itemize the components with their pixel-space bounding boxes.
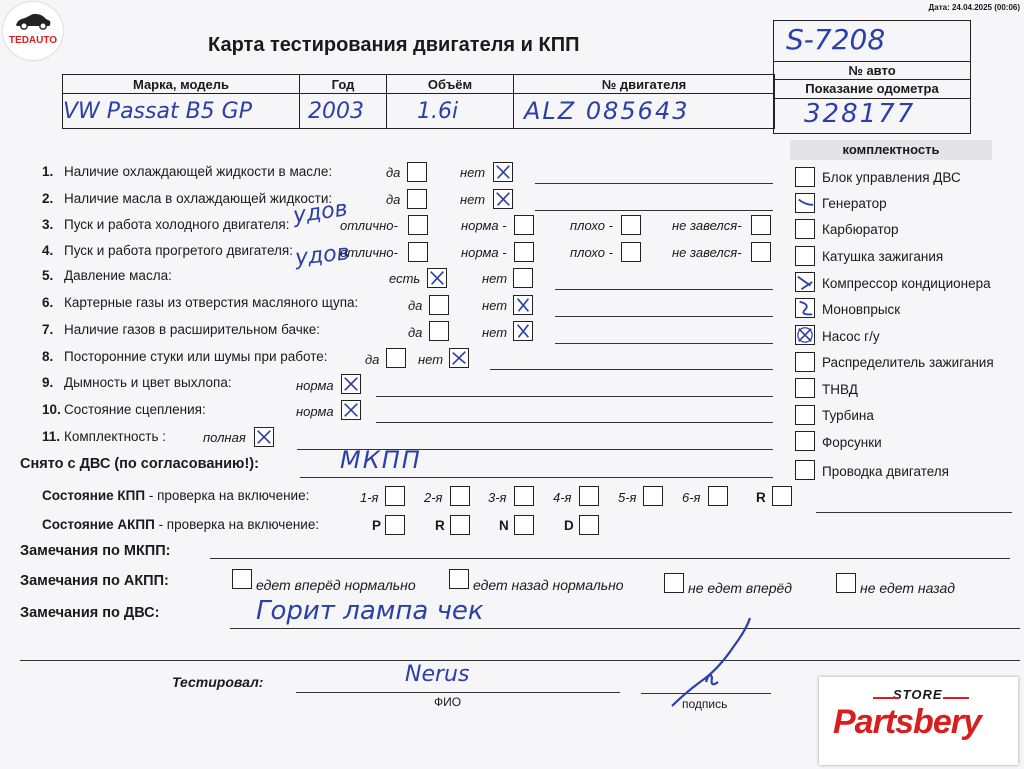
- auto-number-label: № авто: [848, 63, 896, 78]
- q10-normal-label: норма: [296, 404, 334, 419]
- q6-text: Картерные газы из отверстия масляного щупа:: [64, 295, 359, 310]
- kpp-gear-4-checkbox[interactable]: [579, 486, 599, 506]
- q4-excellent-label: отлично-: [340, 245, 398, 260]
- akpp-label: Состояние АКПП: [42, 517, 155, 532]
- col-volume: Объём: [387, 75, 514, 94]
- check-mark-icon: [796, 273, 814, 291]
- kompl-ps-pump-checkbox[interactable]: [795, 325, 815, 345]
- q11-text: Комплектность :: [64, 429, 167, 444]
- q1-no-checkbox[interactable]: [493, 162, 513, 182]
- q9-normal-label: норма: [296, 378, 334, 393]
- print-date: Дата: 24.04.2025 (00:06): [928, 3, 1020, 12]
- kompl-header: комплектность: [790, 140, 992, 160]
- q3-number: 3.: [42, 217, 54, 232]
- odometer-label: Показание одометра: [805, 81, 939, 96]
- q7-no-label: нет: [482, 325, 508, 340]
- q2-yes-checkbox[interactable]: [407, 189, 427, 209]
- kpp-gear-3-checkbox[interactable]: [514, 486, 534, 506]
- kompl-tnvd-label: ТНВД: [822, 382, 858, 397]
- volume-value: 1.6i: [417, 98, 459, 124]
- kpp-gear-3: 3-я: [488, 490, 507, 505]
- kompl-wiring-label: Проводка двигателя: [822, 464, 949, 479]
- q6-no-label: нет: [482, 298, 508, 313]
- q4-bad-checkbox[interactable]: [621, 242, 641, 262]
- q3-normal-checkbox[interactable]: [514, 215, 534, 235]
- remarks-dvs-label: Замечания по ДВС:: [20, 605, 160, 621]
- kpp-gear-4: 4-я: [553, 490, 572, 505]
- q11-full-label: полная: [203, 430, 246, 445]
- akpp-gear-d: D: [564, 518, 574, 533]
- kpp-suffix: - проверка на включение:: [145, 488, 310, 503]
- check-x-icon: [450, 349, 468, 367]
- q8-text: Посторонние стуки или шумы при работе:: [64, 349, 328, 364]
- check-mark-icon: [796, 194, 814, 212]
- watermark-brand-text: Partsbery: [833, 703, 981, 741]
- q5-number: 5.: [42, 268, 54, 283]
- remarks-dvs-value: Горит лампа чек: [256, 596, 484, 626]
- q4-number: 4.: [42, 243, 54, 258]
- q4-excellent-checkbox[interactable]: [408, 242, 428, 262]
- q1-text: Наличие охлаждающей жидкости в масле:: [64, 164, 333, 179]
- q1-number: 1.: [42, 164, 54, 179]
- kompl-ecu-checkbox[interactable]: [795, 167, 815, 187]
- akpp-gear-p: P: [372, 518, 382, 533]
- q4-nostart-checkbox[interactable]: [751, 242, 771, 262]
- kompl-distributor-label: Распределитель зажигания: [822, 355, 994, 370]
- kompl-ecu-label: Блок управления ДВС: [822, 170, 961, 185]
- tester-name: Nerus: [405, 662, 470, 687]
- page-title: Карта тестирования двигателя и КПП: [208, 34, 580, 56]
- kpp-gear-2-checkbox[interactable]: [450, 486, 470, 506]
- q6-yes-checkbox[interactable]: [429, 295, 449, 315]
- check-x-icon: [494, 163, 512, 181]
- q8-number: 8.: [42, 349, 54, 364]
- auto-number-value: S-7208: [786, 23, 886, 56]
- odometer-value: 328177: [804, 99, 916, 129]
- kompl-coil-checkbox[interactable]: [795, 246, 815, 266]
- kompl-tnvd-checkbox[interactable]: [795, 378, 815, 398]
- q2-text: Наличие масла в охлаждающей жидкости:: [64, 191, 333, 206]
- q5-yes-checkbox[interactable]: [427, 268, 447, 288]
- akpp-gear-n: N: [499, 518, 509, 533]
- fio-caption: ФИО: [434, 695, 462, 709]
- q10-normal-checkbox[interactable]: [341, 400, 361, 420]
- check-x-icon: [342, 375, 360, 393]
- kpp-gear-1-checkbox[interactable]: [385, 486, 405, 506]
- q4-bad-label: плохо -: [570, 245, 613, 260]
- q7-yes-checkbox[interactable]: [429, 321, 449, 341]
- q1-yes-label: да: [386, 165, 401, 180]
- akpp-gear-r: R: [435, 518, 445, 533]
- q3-nostart-checkbox[interactable]: [751, 215, 771, 235]
- akpp-gear-n-checkbox[interactable]: [514, 515, 534, 535]
- akpp-back-ok-label: едет назад нормально: [473, 577, 624, 593]
- q3-excellent-checkbox[interactable]: [408, 215, 428, 235]
- kompl-distributor-checkbox[interactable]: [795, 352, 815, 372]
- akpp-back-ok-checkbox[interactable]: [449, 569, 469, 589]
- q8-yes-checkbox[interactable]: [386, 348, 406, 368]
- removed-label: Снято с ДВС (по согласованию!):: [20, 456, 259, 472]
- q5-text: Давление масла:: [64, 268, 172, 283]
- q1-no-label: нет: [460, 165, 486, 180]
- kpp-gear-r: R: [756, 490, 766, 505]
- kpp-gear-6-checkbox[interactable]: [708, 486, 728, 506]
- kompl-injectors-label: Форсунки: [822, 435, 882, 450]
- q2-number: 2.: [42, 191, 54, 206]
- q7-number: 7.: [42, 322, 54, 337]
- tested-label: Тестировал:: [172, 674, 264, 690]
- q1-yes-checkbox[interactable]: [407, 162, 427, 182]
- partsbery-watermark: [819, 677, 1018, 765]
- col-year: Год: [300, 75, 387, 94]
- akpp-forward-ok-label: едет вперёд нормально: [256, 577, 416, 593]
- q2-no-checkbox[interactable]: [493, 189, 513, 209]
- check-x-icon: [514, 322, 532, 340]
- q3-normal-label: норма -: [461, 218, 507, 233]
- q3-excellent-label: отлично-: [340, 218, 398, 233]
- q10-text: Состояние сцепления:: [64, 402, 206, 417]
- check-mark-icon: [796, 299, 814, 317]
- kompl-ac-compressor-checkbox[interactable]: [795, 272, 815, 292]
- q3-text: Пуск и работа холодного двигателя:: [64, 217, 290, 232]
- akpp-no-back-checkbox[interactable]: [836, 573, 856, 593]
- q7-yes-label: да: [408, 325, 423, 340]
- sign-caption: подпись: [682, 697, 728, 711]
- q5-yes-label: есть: [389, 271, 421, 286]
- q5-no-checkbox[interactable]: [513, 268, 533, 288]
- check-x-icon: [255, 428, 273, 446]
- akpp-gear-p-checkbox[interactable]: [385, 515, 405, 535]
- kompl-carburetor-label: Карбюратор: [822, 222, 899, 237]
- kompl-turbo-label: Турбина: [822, 408, 874, 423]
- kpp-gear-5-checkbox[interactable]: [643, 486, 663, 506]
- watermark-store-text: STORE: [893, 687, 943, 702]
- q3-nostart-label: не завелся-: [672, 218, 742, 233]
- kompl-generator-label: Генератор: [822, 196, 887, 211]
- engine-no-value: ALZ 085643: [524, 97, 690, 125]
- q2-yes-label: да: [386, 192, 401, 207]
- signature-icon: [660, 612, 760, 712]
- kompl-injectors-checkbox[interactable]: [795, 431, 815, 451]
- car-icon: [13, 10, 53, 32]
- q6-no-checkbox[interactable]: [513, 295, 533, 315]
- akpp-forward-ok-checkbox[interactable]: [232, 569, 252, 589]
- vehicle-header-table: [62, 74, 775, 129]
- q8-no-label: нет: [418, 352, 444, 367]
- kpp-gear-r-checkbox[interactable]: [772, 486, 792, 506]
- check-x-icon: [514, 296, 532, 314]
- q7-no-checkbox[interactable]: [513, 321, 533, 341]
- remarks-mkpp-label: Замечания по МКПП:: [20, 543, 171, 559]
- kpp-gear-1: 1-я: [360, 490, 379, 505]
- kompl-coil-label: Катушка зажигания: [822, 249, 944, 264]
- q4-nostart-label: не завелся-: [672, 245, 742, 260]
- kpp-gear-2: 2-я: [424, 490, 443, 505]
- q7-text: Наличие газов в расширительном бачке:: [64, 322, 321, 337]
- akpp-gear-d-checkbox[interactable]: [579, 515, 599, 535]
- check-x-icon: [428, 269, 446, 287]
- check-x-icon: [342, 401, 360, 419]
- q6-number: 6.: [42, 295, 54, 310]
- q4-normal-checkbox[interactable]: [514, 242, 534, 262]
- akpp-no-forward-label: не едет вперёд: [688, 580, 793, 596]
- q3-bad-checkbox[interactable]: [621, 215, 641, 235]
- col-make-model: Марка, модель: [63, 75, 300, 94]
- year-value: 2003: [308, 98, 364, 124]
- remarks-akpp-label: Замечания по АКПП:: [20, 573, 169, 589]
- q11-number: 11.: [42, 429, 61, 444]
- kompl-ac-compressor-label: Компрессор кондиционера: [822, 276, 991, 291]
- q8-yes-label: да: [365, 352, 380, 367]
- akpp-suffix: - проверка на включение:: [154, 517, 320, 532]
- q2-no-label: нет: [460, 192, 486, 207]
- kpp-gear-5: 5-я: [618, 490, 637, 505]
- q9-normal-checkbox[interactable]: [341, 374, 361, 394]
- kpp-gear-6: 6-я: [682, 490, 701, 505]
- kompl-carburetor-checkbox[interactable]: [795, 219, 815, 239]
- kompl-monoinjection-label: Моновпрыск: [822, 302, 901, 317]
- q3-handwritten-note: удов: [291, 196, 350, 229]
- q9-number: 9.: [42, 375, 54, 390]
- tedauto-logo: [3, 2, 63, 60]
- kompl-ps-pump-label: Насос г/у: [822, 329, 880, 344]
- q6-yes-label: да: [408, 298, 423, 313]
- q4-text: Пуск и работа прогретого двигателя:: [64, 243, 293, 258]
- kompl-monoinjection-checkbox[interactable]: [795, 298, 815, 318]
- logo-text: TEDAUTO: [8, 35, 58, 46]
- kompl-wiring-checkbox[interactable]: [795, 460, 815, 480]
- check-x-icon: [796, 326, 814, 344]
- akpp-no-back-label: не едет назад: [860, 580, 955, 596]
- removed-value: МКПП: [340, 446, 422, 474]
- make-model-value: VW Passat B5 GP: [63, 98, 252, 124]
- akpp-row-label: [42, 517, 319, 532]
- kompl-generator-checkbox[interactable]: [795, 193, 815, 213]
- q4-handwritten-note: удов: [293, 240, 351, 271]
- akpp-no-forward-checkbox[interactable]: [664, 573, 684, 593]
- q8-no-checkbox[interactable]: [449, 348, 469, 368]
- col-engine-no: № двигателя: [514, 75, 775, 94]
- q5-no-label: нет: [482, 271, 508, 286]
- q10-number: 10.: [42, 402, 61, 417]
- check-x-icon: [494, 190, 512, 208]
- kompl-turbo-checkbox[interactable]: [795, 405, 815, 425]
- auto-number-box: [773, 20, 971, 134]
- q3-bad-label: плохо -: [570, 218, 613, 233]
- kpp-row-label: [42, 488, 309, 503]
- kpp-label: Состояние КПП: [42, 488, 146, 503]
- q11-full-checkbox[interactable]: [254, 427, 274, 447]
- q4-normal-label: норма -: [461, 245, 507, 260]
- akpp-gear-r-checkbox[interactable]: [450, 515, 470, 535]
- q9-text: Дымность и цвет выхлопа:: [64, 375, 232, 390]
